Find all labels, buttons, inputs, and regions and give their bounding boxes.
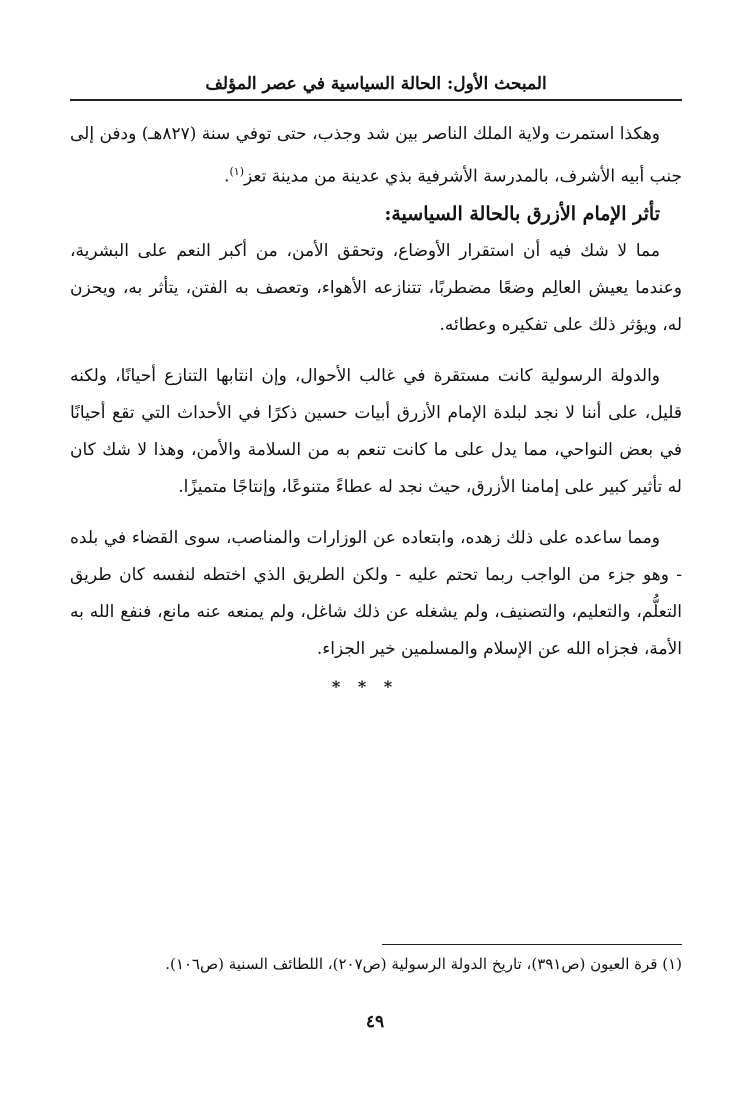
section-subheading: تأثر الإمام الأزرق بالحالة السياسية: [384,202,660,225]
main-text [70,116,682,705]
footnote-divider [382,944,682,945]
paragraph: والدولة الرسولية كانت مستقرة في غالب الأحوال، وإن انتابها التنازع أحيانًا، ولكنه قليل، على أننا لا نجد لبلدة الإمام الأزرق أبيات حسين ذكرًا في الأحداث التي تقع أحيانًا في بعض النواحي، مما يدل على ما كانت تنعم به من السلامة والأمن، وهذا لا شك كان له تأثير كبير على إمامنا الأزرق، حيث نجد له عطاءً متنوعًا، وإنتاجًا متميزًا. [70,365,682,497]
intro-text: وهكذا استمرت ولاية الملك الناصر بين شد وجذب، حتى توفي سنة (٨٢٧هـ) ودفن إلى جنب أبيه الأشرف، بالمدرسة الأشرفية بذي عدينة من مدينة تعز [70,124,682,187]
intro-end: . [224,166,230,187]
page-number: ٤٩ [365,1012,385,1032]
intro-paragraph [70,116,682,196]
paragraph: ومما ساعده على ذلك زهده، وابتعاده عن الوزارات والمناصب، سوى القضاء في بلده - وهو جزء من الواجب ربما تحتم عليه - ولكن الطريق الذي اختطه لنفسه كان طريق التعلُّم، والتعليم، والتصنيف، ولم يشغله عن ذلك شاغل، ولم يمنعه عنه مانع، فنفع الله به الأمة، فجزاه الله عن الإسلام والمسلمين خير الجزاء. [70,527,682,659]
running-header [70,74,682,101]
footnote [70,952,682,976]
section-separator: * * * [331,676,399,696]
footnote-text: (١) قرة العيون (ص٣٩١)، تاريخ الدولة الرسولية (ص٢٠٧)، اللطائف السنية (ص١٠٦). [165,955,682,973]
running-header-title: المبحث الأول: الحالة السياسية في عصر المؤلف [205,74,547,94]
footnote-reference[interactable]: (١) [229,165,244,178]
paragraph: مما لا شك فيه أن استقرار الأوضاع، وتحقق الأمن، من أكبر النعم على البشرية، وعندما يعيش العالِم وضعًا مضطربًا، تتنازعه الأهواء، وتعصف به الفتن، يتأثر به، ويحزن له، ويؤثر ذلك على تفكيره وعطائه. [70,240,682,335]
